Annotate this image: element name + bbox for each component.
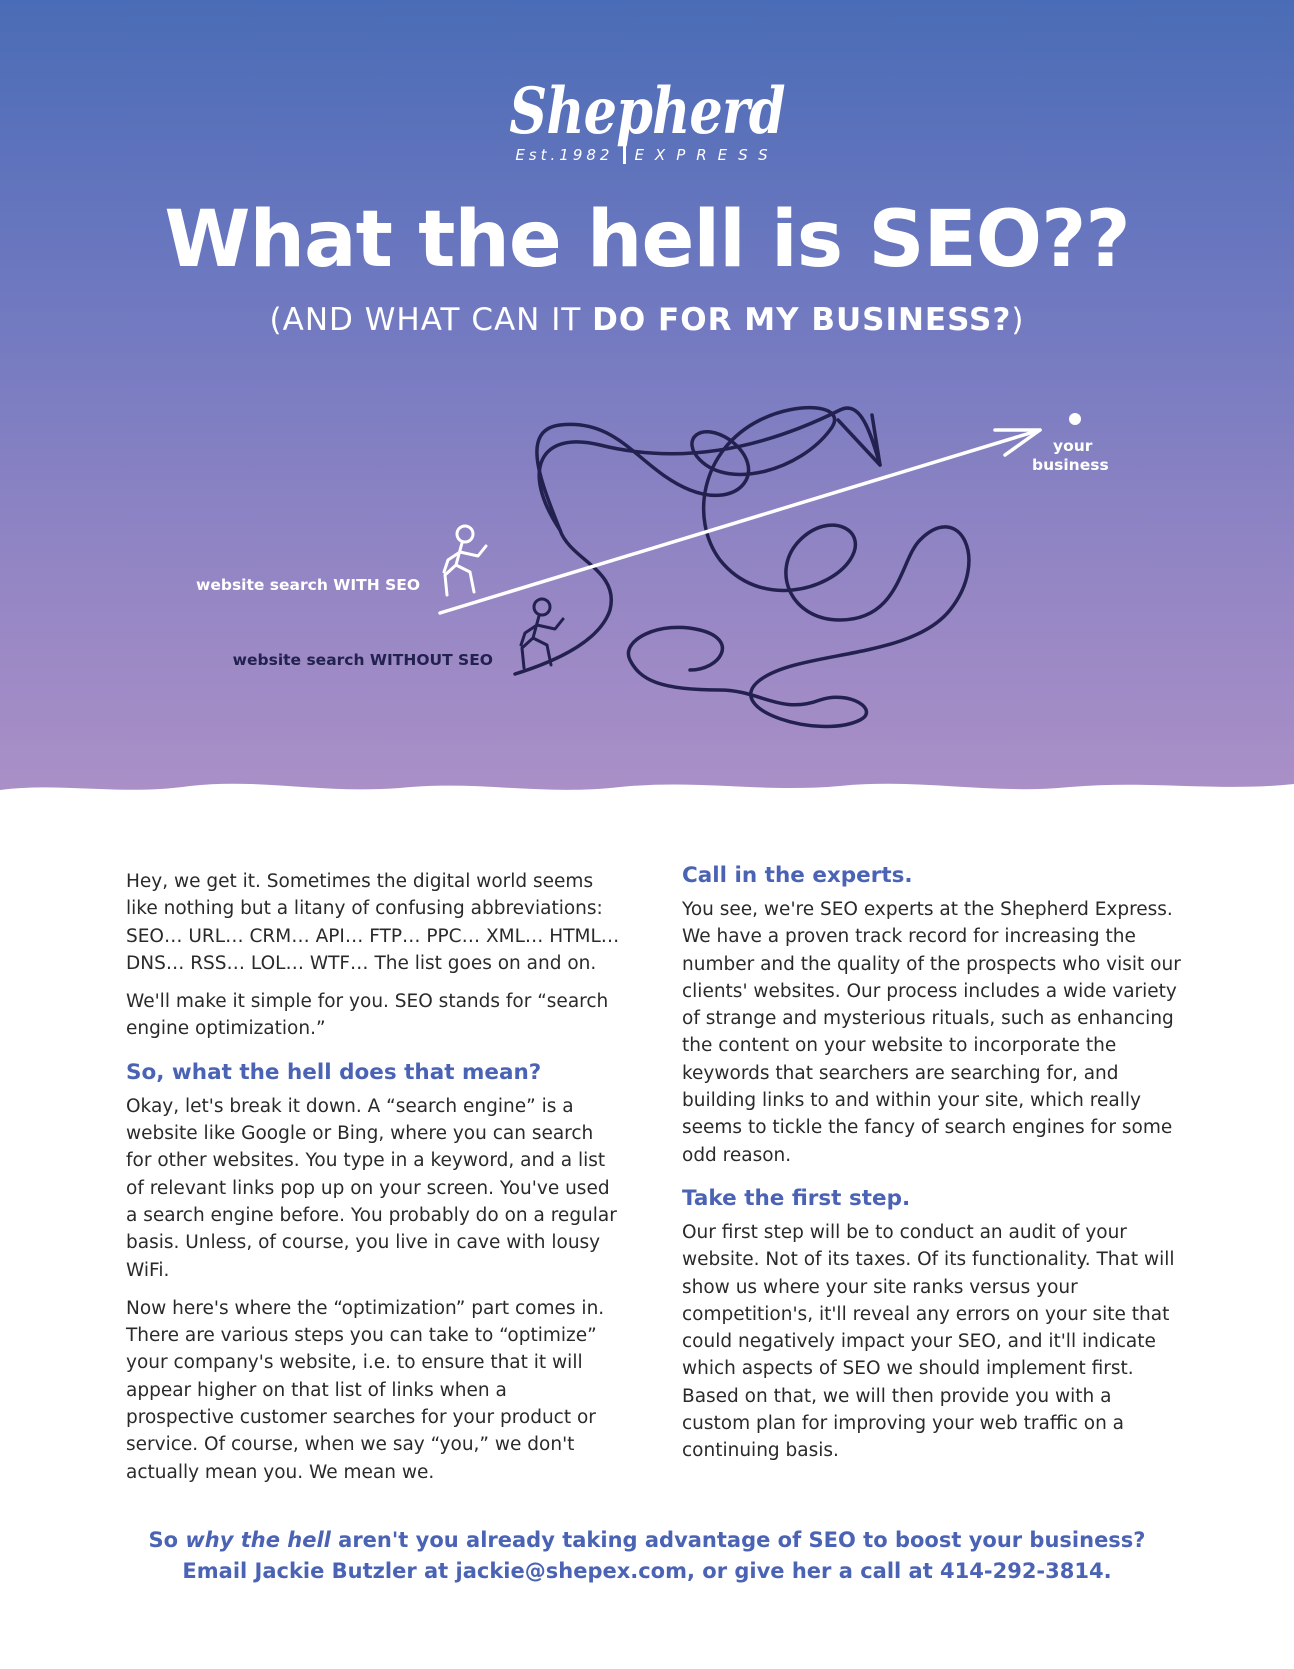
first-step-paragraph: Our first step will be to conduct an audit of your website. Not of its taxes. Of its functionality. That will show us where your site ranks versus your competition's, it'll reveal any errors on your site that could negatively impact your SEO, and it'll indicate which aspects of SEO we should implement first. Based on that, we will then provide you with a custom plan for improving your web traffic on a continuing basis. [682, 1221, 1175, 1462]
seo-path-illustration [0, 400, 1294, 760]
goal-dot [1069, 413, 1081, 425]
cta-italic: why the hell [185, 1528, 331, 1552]
cta-line-1 [0, 1525, 1294, 1556]
right-column [682, 863, 1182, 1476]
torn-paper-edge [0, 760, 1294, 830]
label-goal-line2: business [1032, 456, 1109, 474]
subtitle-plain: (AND WHAT CAN IT [269, 302, 593, 338]
cta-start: So [148, 1528, 186, 1552]
section-heading-first-step: Take the first step. [682, 1185, 911, 1211]
section-heading-experts: Call in the experts. [682, 863, 913, 888]
left-column [126, 868, 620, 1497]
label-goal-line1: your [1053, 437, 1093, 455]
optimization-paragraph: Now here's where the “optimization” part comes in. There are various steps you can take to “optimize” your company's website, i.e. to ensure that it will appear higher on that list of links when a prospective customer searches for your product or service. Of course, when we say “you,” we don't actually mean you. We mean we. [126, 1297, 605, 1483]
page-subtitle [0, 302, 1294, 338]
subtitle-bold: DO FOR MY BUSINESS? [592, 302, 1012, 338]
shepherd-express-logo [0, 74, 1294, 164]
section-heading-meaning: So, what the hell does that mean? [126, 1059, 542, 1085]
logo-established: Est.1982 [515, 146, 614, 164]
logo-express: EXPRESS [623, 146, 778, 164]
label-with-seo: website search WITH SEO [196, 576, 420, 594]
cta-contact-line: Email Jackie Butzler at jackie@shepex.com, or give her a call at 414-292-3814. [182, 1559, 1112, 1583]
logo-wordmark: Shepherd [509, 74, 785, 149]
intro-paragraph: Hey, we get it. Sometimes the digital world seems like nothing but a litany of confusing abbreviations: SEO… URL… CRM… API… FTP… PPC… XML… HTML… DNS… RSS… LOL… WTF… The list goes on and on. [126, 871, 620, 974]
straight-path-with-seo [440, 430, 1040, 613]
search-engine-paragraph: Okay, let's break it down. A “search engine” is a website like Google or Bing, where you can search for other websites. You type in a keyword, and a list of relevant links pop up on your screen. You've used a search engine before. You probably do on a regular basis. Unless, of course, you live in cave with lousy WiFi. [126, 1095, 617, 1281]
winding-path-without-seo [515, 408, 969, 727]
cta-end: aren't you already taking advantage of SEO to boost your business? [330, 1528, 1146, 1552]
runner-with-seo-icon [444, 526, 486, 595]
label-without-seo: website search WITHOUT SEO [232, 651, 493, 669]
definition-paragraph: We'll make it simple for you. SEO stands for “search engine optimization.” [126, 991, 609, 1040]
call-to-action [0, 1525, 1294, 1587]
subtitle-close: ) [1011, 302, 1025, 338]
experts-paragraph: You see, we're SEO experts at the Shepherd Express. We have a proven track record for increasing the number and the quality of the prospects who visit our clients' websites. Our process includes a wide variety of strange and mysterious rituals, such as enhancing the content on your website to incorporate the keywords that searchers are searching for, and building links to and within your site, which really seems to tickle the fancy of search engines for some odd reason. [682, 899, 1181, 1166]
page-title: What the hell is SEO?? [164, 195, 1130, 285]
